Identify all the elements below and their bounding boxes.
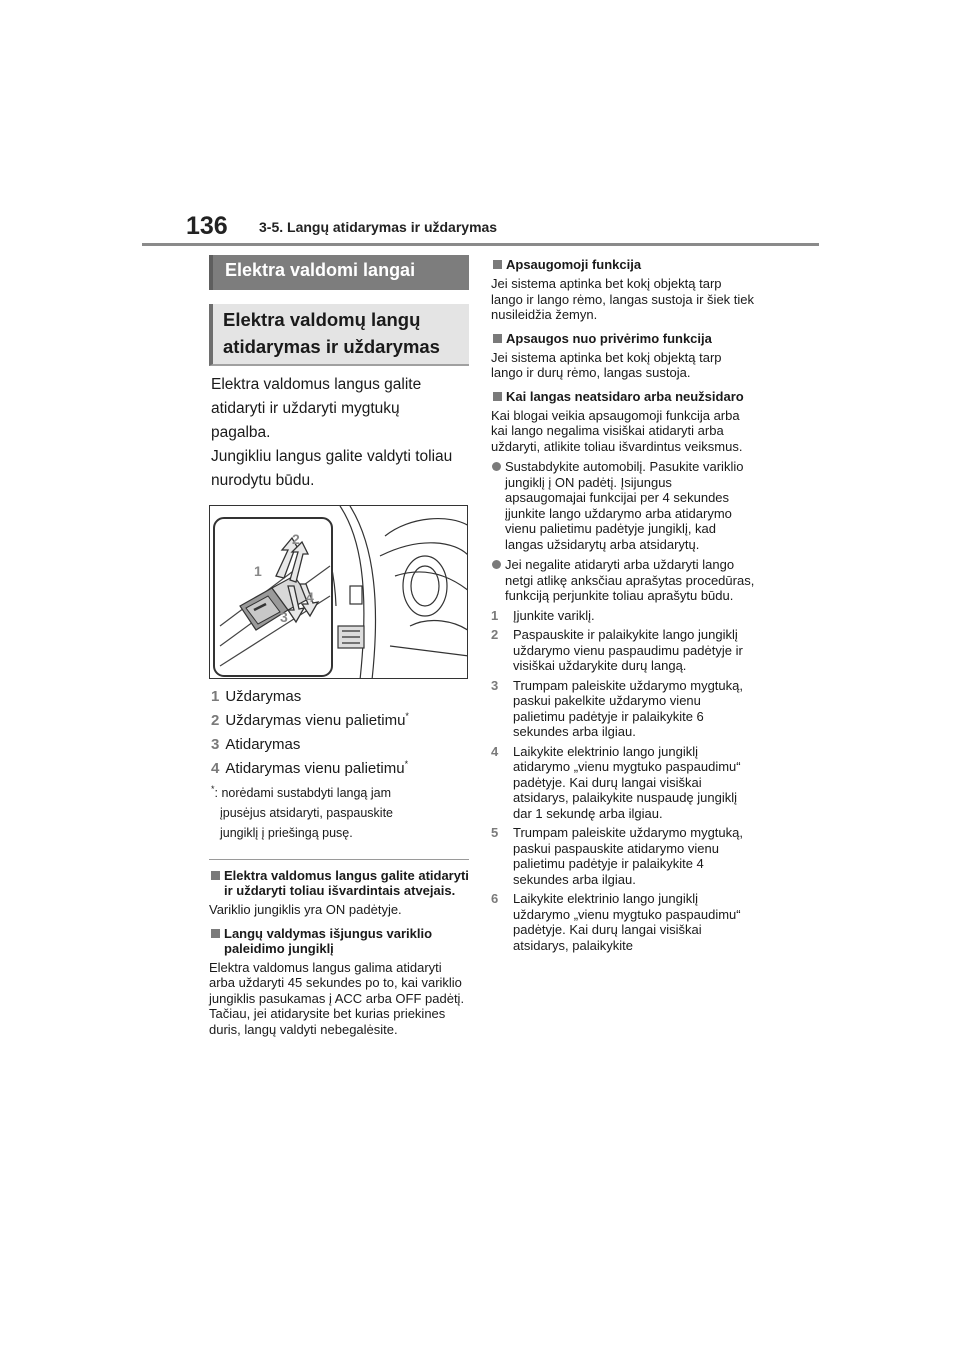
step-item	[491, 627, 756, 674]
block-text: Jei sistema aptinka bet kokį objektą tarp lango ir durų rėmo, langas sustoja.	[491, 349, 722, 380]
figure-label-2: 2	[292, 531, 300, 547]
legend-number: 4	[211, 760, 220, 777]
step-number: 2	[491, 627, 499, 642]
right-column	[491, 255, 756, 953]
legend-item	[211, 733, 469, 757]
page-number: 136	[186, 212, 228, 240]
footnote-line: įpusėjus atsidaryti, paspauskite	[220, 806, 394, 820]
header-rule	[142, 243, 819, 246]
step-item	[491, 825, 756, 887]
legend-text: Uždarymas	[225, 688, 302, 705]
legend-text: Uždarymas vienu palietimu	[225, 712, 406, 729]
legend-item	[211, 709, 469, 733]
legend-item	[211, 685, 469, 709]
bullet-item: Jei negalite atidaryti arba uždaryti lango netgi atlikę anksčiau aprašytas procedūras, funkciją perjunkite toliau aprašytu būdu.	[491, 557, 756, 604]
legend-number: 3	[211, 736, 220, 753]
step-text: Įjunkite variklį.	[513, 607, 595, 623]
intro-line: nurodytu būdu.	[211, 472, 315, 489]
step-item	[491, 891, 756, 953]
step-item	[491, 744, 756, 822]
window-switch-illustration	[209, 505, 468, 679]
legend-text: Atidarymas vienu palietimu	[225, 760, 405, 777]
bullet-item: Sustabdykite automobilį. Pasukite variklio jungiklį į ON padėtį. Įsijungus apsaugomajai funkcijai per 4 sekundes įjunkite lango uždarymo arba atidarymo vienu palietimu padėtyje jungiklį, kad langas užsidarytų arba atsidarytų.	[491, 459, 756, 552]
block-heading: Apsaugos nuo privėrimo funkcija	[491, 331, 756, 346]
step-text: Paspauskite ir palaikykite lango jungiklį uždarymo vienu paspaudimu padėtyje ir visiškai uždarykite durų langą.	[513, 627, 743, 673]
step-number: 4	[491, 743, 499, 759]
legend-star: *	[405, 711, 409, 721]
step-item	[491, 608, 756, 624]
intro-line: Elektra valdomus langus galite	[211, 376, 422, 393]
block-text: Elektra valdomus langus galima atidaryti arba uždaryti 45 sekundes po to, kai variklio jungiklis pasukamas į ACC arba OFF padėtį. Tačiau, jei atidarysite bet kurias priekines duris, langų valdyti nebegalėsite.	[209, 959, 465, 1037]
legend-number: 1	[211, 688, 220, 705]
block-heading: Apsaugomoji funkcija	[491, 257, 756, 272]
step-text: Trumpam paleiskite uždarymo mygtuką, paskui paspauskite atidarymo vienu palietimu padėtyje ir palaikykite 4 sekundes arba ilgiau.	[513, 825, 743, 887]
footnote-line: : norėdami sustabdyti langą jam	[214, 786, 391, 800]
legend-number: 2	[211, 712, 220, 729]
block-text: Variklio jungiklis yra ON padėtyje.	[209, 902, 402, 917]
chapter-title: 3-5. Langų atidarymas ir uždarymas	[259, 219, 498, 235]
figure-label-4: 4	[306, 589, 314, 605]
footnote-line: jungiklį į priešingą pusę.	[220, 826, 353, 840]
block-text: Kai blogai veikia apsaugomoji funkcija arba kai lango negalima visiškai atidaryti arba uždaryti, atlikite toliau išvardintus veiksmus.	[491, 407, 743, 454]
figure-label-3: 3	[280, 609, 288, 625]
legend-text: Atidarymas	[225, 736, 301, 753]
figure-label-1: 1	[254, 563, 262, 579]
step-number: 1	[491, 607, 499, 623]
step-number: 5	[491, 825, 499, 840]
figure-legend	[209, 685, 469, 781]
block-heading: Kai langas neatsidaro arba neužsidaro	[491, 389, 756, 404]
left-column	[209, 255, 469, 1037]
footnote-star: *	[211, 783, 215, 794]
legend-item	[211, 757, 469, 781]
step-number: 6	[491, 891, 499, 906]
intro-line: pagalba.	[211, 424, 271, 441]
subsection-title: Elektra valdomų langų atidarymas ir uždarymas	[209, 304, 469, 366]
step-number: 3	[491, 677, 499, 693]
intro-text	[209, 373, 469, 493]
step-text: Trumpam paleiskite uždarymo mygtuką, paskui pakelkite uždarymo vienu palietimu padėtyje ir palaikykite 6 sekundes arba ilgiau.	[513, 677, 743, 739]
step-item	[491, 678, 756, 740]
footnote	[209, 783, 469, 843]
step-text: Laikykite elektrinio lango jungiklį uždarymo „vienu mygtuko paspaudimu“ padėtyje. Kai durų langai visiškai atsidarys, palaikykite	[513, 891, 741, 953]
block-heading: Elektra valdomus langus galite atidaryti ir uždaryti toliau išvardintais atvejais.	[209, 868, 469, 898]
intro-line: atidaryti ir uždaryti mygtukų	[211, 400, 400, 417]
divider	[209, 859, 469, 860]
block-text: Jei sistema aptinka bet kokį objektą tarp lango ir lango rėmo, langas sustoja ir šiek tiek nusileidžia žemyn.	[491, 276, 755, 322]
intro-line: Jungikliu langus galite valdyti toliau	[211, 448, 453, 465]
section-title: Elektra valdomi langai	[209, 255, 469, 290]
step-text: Laikykite elektrinio lango jungiklį atidarymo „vienu mygtuko paspaudimu“ padėtyje. Kai durų langai visiškai atsidarys, palaikykite nuspaudę jungiklį dar 1 sekundę arba ilgiau.	[513, 743, 741, 821]
switch-drawing	[210, 506, 468, 679]
legend-star: *	[404, 759, 409, 769]
block-heading: Langų valdymas išjungus variklio paleidimo jungiklį	[209, 926, 469, 956]
